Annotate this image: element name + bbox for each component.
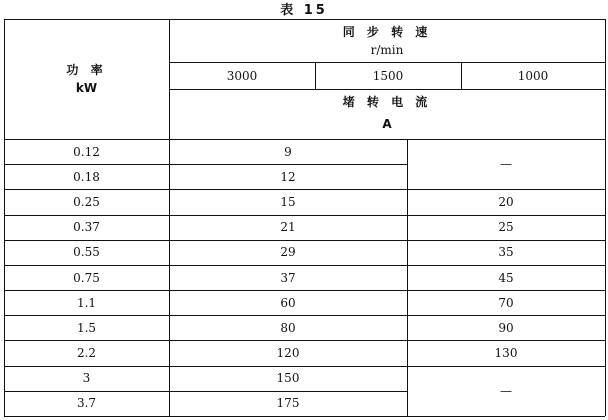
row-line-left <box>4 340 407 341</box>
row-current-3000-1500: 150 <box>276 371 300 386</box>
row-current-3000-1500: 12 <box>280 169 296 184</box>
speed-unit: r/min <box>370 43 404 57</box>
row-current-3000-1500: 60 <box>280 295 296 310</box>
row-current-3000-1500: 9 <box>284 144 292 159</box>
merged-dash-top: — <box>500 157 512 172</box>
row-power: 0.25 <box>73 194 100 209</box>
row-power: 0.55 <box>73 245 100 260</box>
row-current-1000: 90 <box>498 320 514 335</box>
row-current-3000-1500: 120 <box>276 346 300 361</box>
row-current-1000: 20 <box>498 194 514 209</box>
row-line-left <box>4 164 407 165</box>
current-label: 堵 转 电 流 <box>342 95 432 109</box>
locked-rotor-current-table <box>4 19 605 416</box>
speed-values-bottom-line <box>169 89 605 90</box>
speed-1000: 1000 <box>517 69 549 83</box>
row-line-left <box>4 215 407 216</box>
row-line-right <box>407 366 605 367</box>
row-line-left <box>4 290 407 291</box>
row-current-1000: 25 <box>498 220 514 235</box>
current-unit: A <box>382 117 392 131</box>
row-power: 0.18 <box>73 169 100 184</box>
row-line-left <box>4 315 407 316</box>
power-label: 功 率 <box>66 63 107 77</box>
row-power: 0.37 <box>73 220 100 235</box>
speed-1500: 1500 <box>372 69 404 83</box>
row-line-left <box>4 391 407 392</box>
speed-values-top-line <box>169 62 605 63</box>
row-line-right <box>407 215 605 216</box>
row-power: 0.75 <box>73 270 100 285</box>
merged-dash-bottom: — <box>500 383 512 398</box>
table-bottom-border <box>4 416 605 417</box>
row-power: 3 <box>82 371 91 386</box>
row-line-right <box>407 290 605 291</box>
row-current-1000: 35 <box>498 245 514 260</box>
row-line-right <box>407 265 605 266</box>
table-caption: 表 15 <box>280 3 328 18</box>
row-current-3000-1500: 21 <box>280 220 296 235</box>
speed-label: 同 步 转 速 <box>342 25 432 39</box>
header-bottom-line <box>4 139 605 140</box>
row-line-left <box>4 366 407 367</box>
row-line-right <box>407 340 605 341</box>
row-power: 2.2 <box>76 346 97 361</box>
table-top-border <box>4 19 605 20</box>
row-line-left <box>4 265 407 266</box>
row-line-right <box>407 240 605 241</box>
speed-3000: 3000 <box>226 69 258 83</box>
row-current-3000-1500: 29 <box>280 245 296 260</box>
row-power: 1.1 <box>76 295 97 310</box>
row-line-right <box>407 315 605 316</box>
row-current-3000-1500: 80 <box>280 320 296 335</box>
row-power: 0.12 <box>73 144 100 159</box>
row-current-1000: 45 <box>498 270 514 285</box>
row-power: 1.5 <box>76 320 97 335</box>
row-current-3000-1500: 15 <box>280 194 296 209</box>
row-line-left <box>4 240 407 241</box>
row-current-3000-1500: 37 <box>280 270 296 285</box>
table-right-border <box>605 19 606 416</box>
row-power: 3.7 <box>76 396 97 411</box>
power-unit: kW <box>75 81 98 95</box>
row-current-1000: 70 <box>498 295 514 310</box>
row-current-1000: 130 <box>494 346 518 361</box>
row-line-right <box>407 189 605 190</box>
row-line-left <box>4 189 407 190</box>
row-current-3000-1500: 175 <box>276 396 300 411</box>
